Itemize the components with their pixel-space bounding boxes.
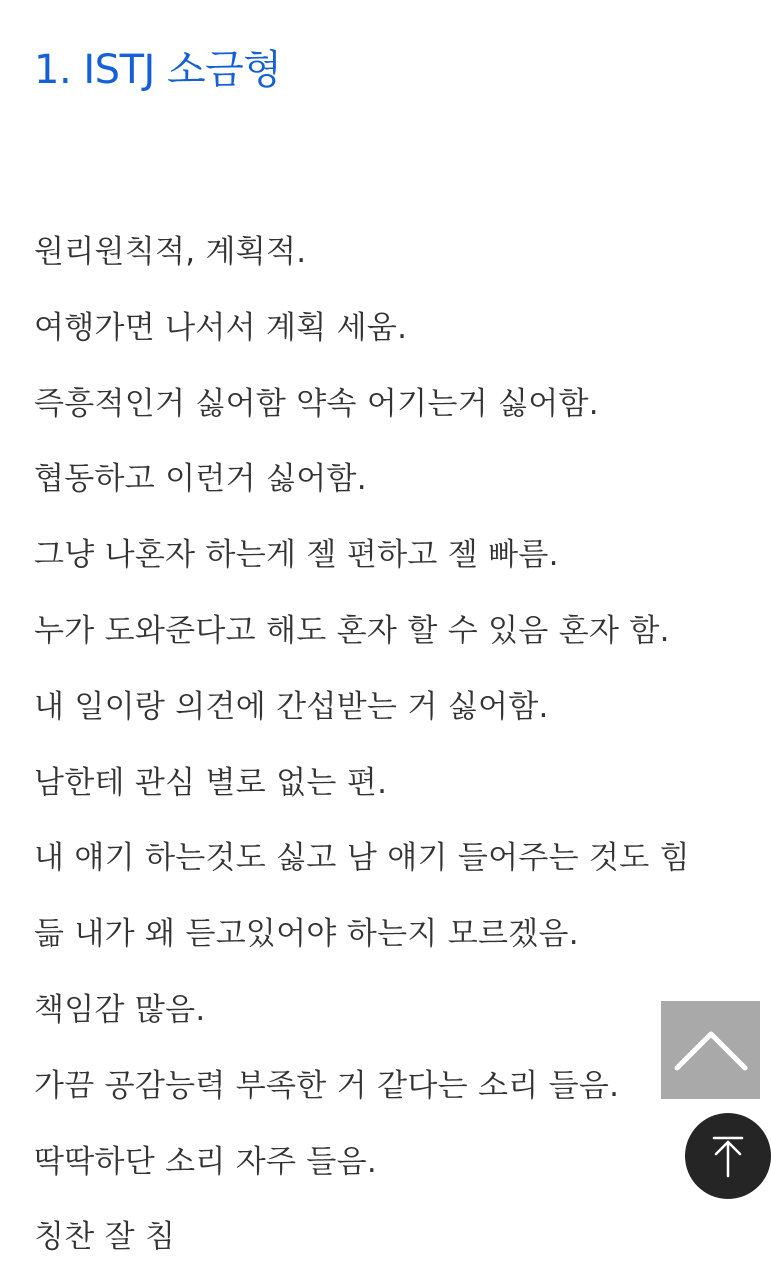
text-line: 협동하고 이런거 싫어함. [34,461,367,498]
text-line: 누가 도와준다고 해도 혼자 할 수 있음 혼자 함. [34,612,670,649]
section-heading: 1. ISTJ 소금형 [34,47,282,93]
text-line: 그냥 나혼자 하는게 젤 편하고 젤 빠름. [34,537,559,574]
text-lines [34,222,768,1283]
arrow-to-top-icon [708,1134,748,1178]
scroll-to-top-button[interactable] [685,1113,771,1199]
text-line: 원리원칙적, 계획적. [34,234,307,270]
scroll-up-button[interactable] [661,1001,760,1099]
text-line: 내 일이랑 의견에 간섭받는 거 싫어함. [34,688,549,725]
text-line: 딱딱하단 소리 자주 들음. [34,1143,378,1180]
text-line: 가끔 공감능력 부족한 거 같다는 소리 들음. [34,1067,620,1104]
text-line: 칭찬 잘 침 [34,1219,176,1256]
text-line: 책임감 많음. [34,991,206,1028]
text-line: 여행가면 나서서 계획 세움. [34,309,408,346]
text-line: 남한테 관심 별로 없는 편. [34,764,388,801]
text-line: 내 얘기 하는것도 싫고 남 얘기 들어주는 것도 힘 [34,840,690,877]
chevron-up-icon [673,1028,749,1072]
text-line: 즉흥적인거 싫어함 약속 어기는거 싫어함. [34,385,599,422]
text-line: 듦 내가 왜 듣고있어야 하는지 모르겠음. [34,916,579,953]
